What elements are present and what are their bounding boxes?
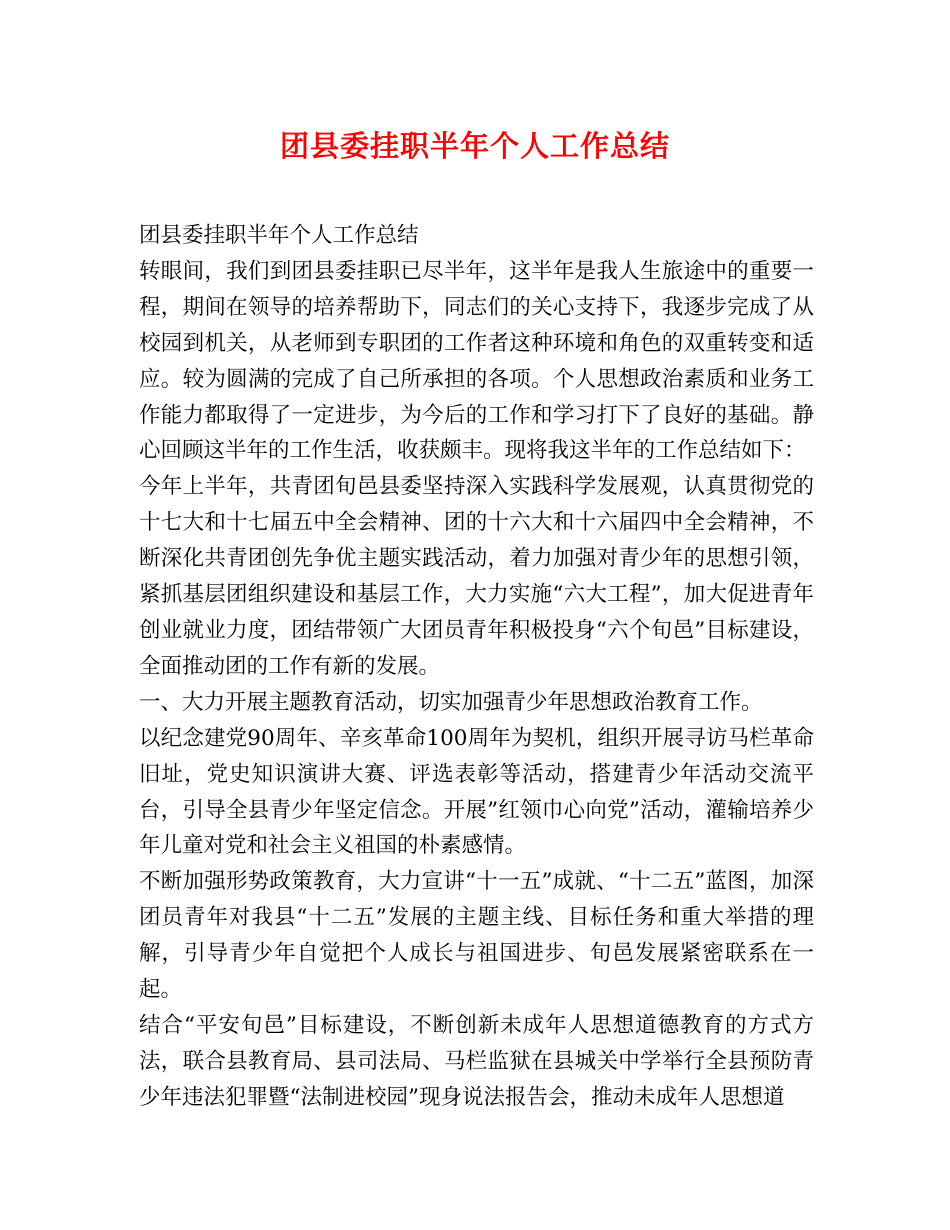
body-paragraph: 团县委挂职半年个人工作总结 [139, 223, 419, 248]
body-paragraph: 以纪念建党90周年、辛亥革命100周年为契机，组织开展寻访马栏革命旧址，党史知识演讲大赛、评选表彰等活动，搭建青少年活动交流平台，引导全县青少年坚定信念。开展”红领巾心向党”活动，灌输培养少年儿童对党和社会主义祖国的朴素感情。 [139, 725, 814, 859]
body-paragraph: 今年上半年，共青团旬邑县委坚持深入实践科学发展观，认真贯彻党的十七大和十七届五中全会精神、团的十六大和十六届四中全会精神，不断深化共青团创先争优主题实践活动，着力加强对青少年的思想引领，紧抓基层团组织建设和基层工作，大力实施“六大工程”，加大促进青年创业就业力度，团结带领广大团员青年积极投身“六个旬邑”目标建设，全面推动团的工作有新的发展。 [139, 474, 814, 679]
document-body [139, 218, 814, 1116]
body-paragraph: 结合“平安旬邑”目标建设，不断创新未成年人思想道德教育的方式方法，联合县教育局、县司法局、马栏监狱在县城关中学举行全县预防青少年违法犯罪暨“法制进校园”现身说法报告会，推动未成年人思想道 [139, 1012, 814, 1110]
document-title: 团县委挂职半年个人工作总结 [279, 129, 670, 163]
body-paragraph: 转眼间，我们到团县委挂职已尽半年，这半年是我人生旅途中的重要一程，期间在领导的培养帮助下，同志们的关心支持下，我逐步完成了从校园到机关，从老师到专职团的工作者这种环境和角色的双重转变和适应。较为圆满的完成了自己所承担的各项。个人思想政治素质和业务工作能力都取得了一定进步，为今后的工作和学习打下了良好的基础。静心回顾这半年的工作生活，收获颇丰。现将我这半年的工作总结如下： [139, 258, 814, 464]
section-heading: 一、大力开展主题教育活动，切实加强青少年思想政治教育工作。 [139, 689, 763, 715]
body-paragraph: 不断加强形势政策教育，大力宣讲“十一五”成就、“十二五”蓝图，加深团员青年对我县“十二五”发展的主题主线、目标任务和重大举措的理解，引导青少年自觉把个人成长与祖国进步、旬邑发展紧密联系在一起。 [139, 869, 814, 1003]
